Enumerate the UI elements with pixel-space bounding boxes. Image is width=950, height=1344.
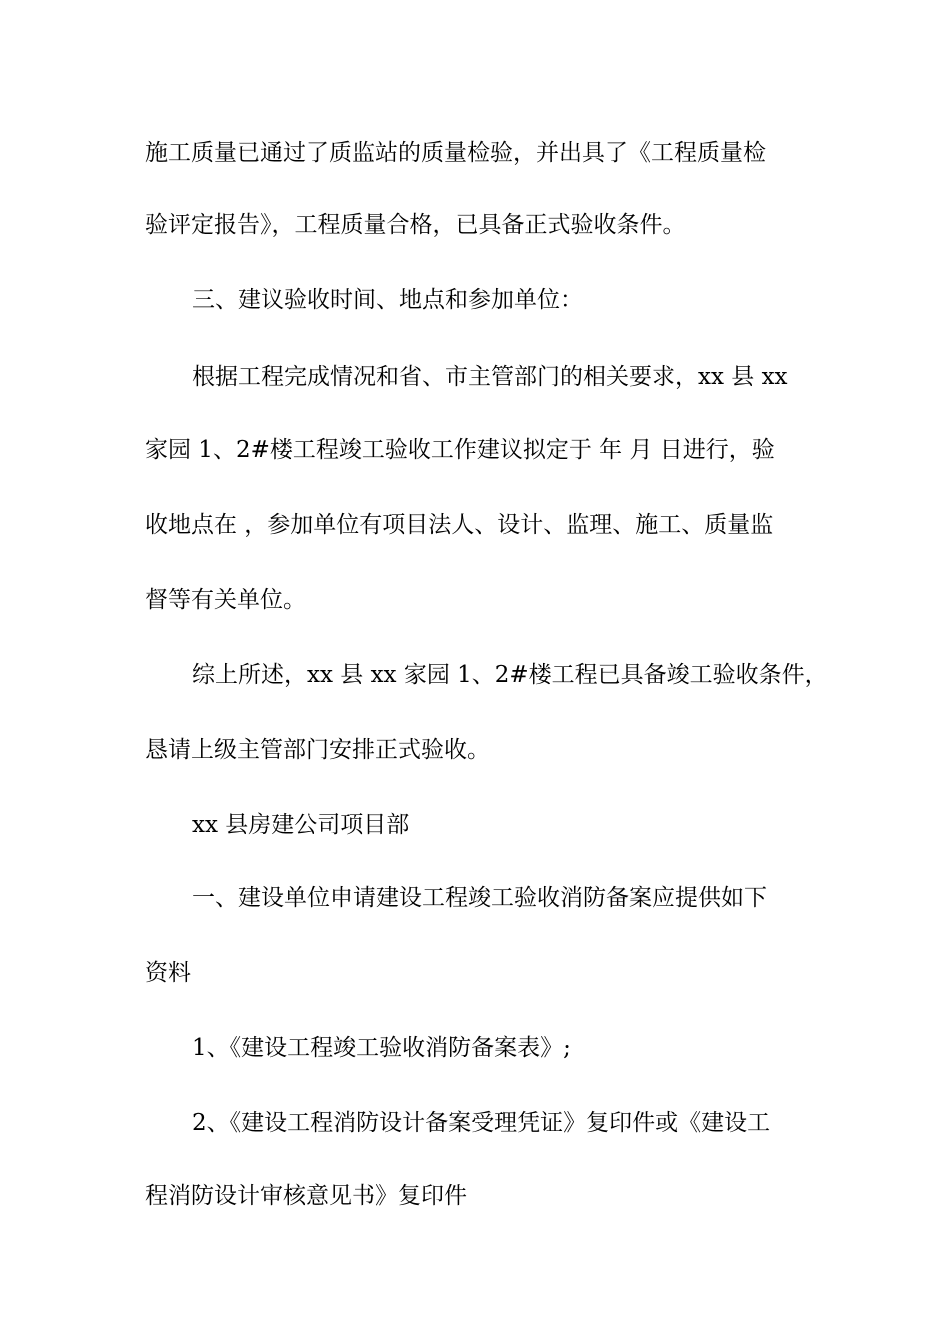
section-heading: 一、建设单位申请建设工程竣工验收消防备案应提供如下	[192, 885, 767, 911]
paragraph-line: 施工质量已通过了质监站的质量检验，并出具了《工程质量检	[145, 140, 766, 166]
list-item-continuation: 程消防设计审核意见书》复印件	[145, 1183, 467, 1209]
paragraph-line: 督等有关单位。	[145, 587, 306, 613]
paragraph-line: 验评定报告》，工程质量合格，已具备正式验收条件。	[145, 212, 686, 238]
section-heading: 三、建议验收时间、地点和参加单位：	[192, 287, 583, 313]
paragraph-line: 综上所述，xx 县 xx 家园 1、2#楼工程已具备竣工验收条件，	[192, 662, 828, 688]
list-item: 2、《建设工程消防设计备案受理凭证》复印件或《建设工	[192, 1110, 771, 1136]
paragraph-line: 恳请上级主管部门安排正式验收。	[145, 737, 490, 763]
paragraph-line: 资料	[145, 960, 191, 986]
paragraph-line: 收地点在 ，参加单位有项目法人、设计、监理、施工、质量监	[145, 512, 774, 538]
paragraph-line: 根据工程完成情况和省、市主管部门的相关要求，xx 县 xx	[192, 364, 788, 390]
signature-line: xx 县房建公司项目部	[192, 812, 410, 838]
paragraph-line: 家园 1、2#楼工程竣工验收工作建议拟定于 年 月 日进行，验	[145, 437, 775, 463]
list-item: 1、《建设工程竣工验收消防备案表》;	[192, 1035, 571, 1061]
